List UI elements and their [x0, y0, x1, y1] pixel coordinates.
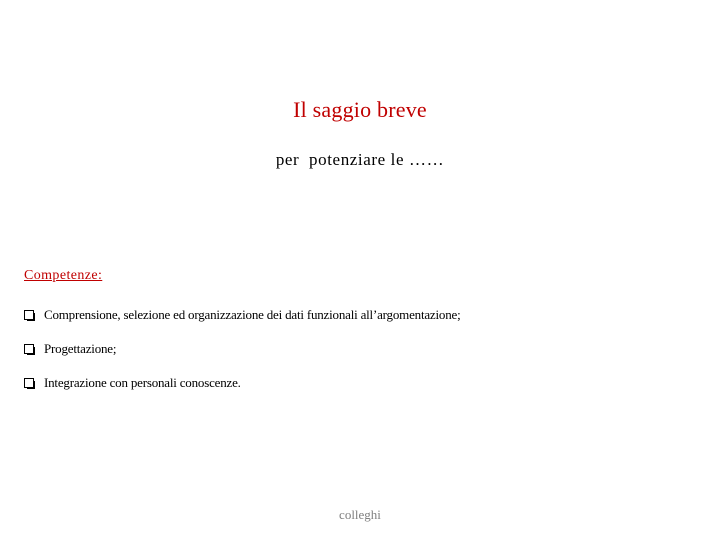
- square-bullet-icon: [24, 344, 44, 355]
- list-item-text: Integrazione con personali conoscenze.: [44, 375, 241, 390]
- section-heading-competenze: Competenze:: [24, 268, 103, 283]
- list-item: [24, 306, 461, 324]
- slide-subtitle: per potenziare le ……: [275, 150, 445, 169]
- list-item-text: Progettazione;: [44, 341, 117, 356]
- competenze-list: [24, 306, 461, 408]
- list-item: [24, 374, 461, 392]
- square-bullet-icon: [24, 310, 44, 321]
- list-item: [24, 340, 461, 358]
- slide-footer: colleghi: [339, 507, 381, 522]
- square-bullet-icon: [24, 378, 44, 389]
- list-item-text: Comprensione, selezione ed organizzazione dei dati funzionali all’argomentazione;: [44, 307, 461, 322]
- slide-title: Il saggio breve: [293, 97, 427, 122]
